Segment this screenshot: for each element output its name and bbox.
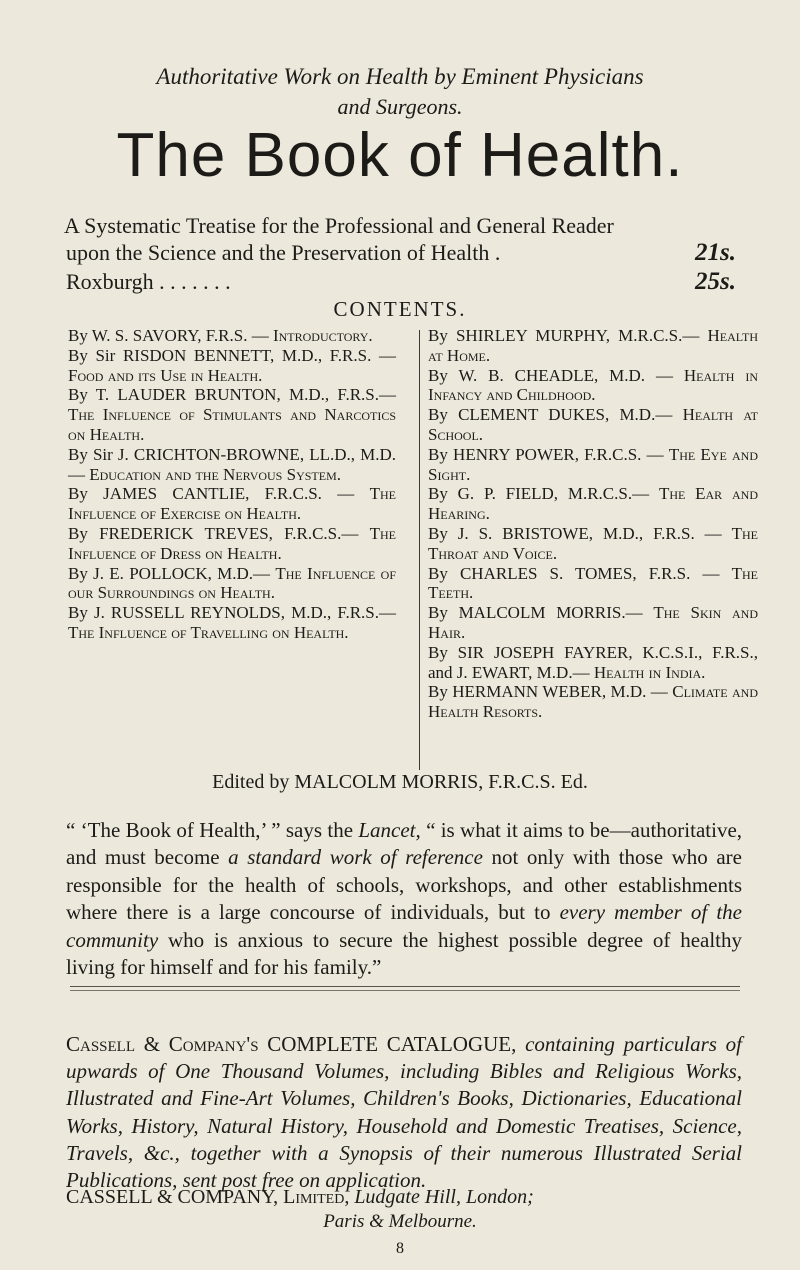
publisher-line (66, 1184, 742, 1210)
contents-heading: CONTENTS. (333, 297, 467, 321)
catalogue-description: containing particulars of upwards of One Thousand Volumes, including Bibles and Religious Works, Illustrated and Fine-Art Volumes, Children's Books, Dictionaries, Educational Works, History, Natural History, Household and Domestic Treatises, Science, Travels, &c., together with a Synopsis of their numerous Illustrated Serial Publications, sent post free on application. (66, 1032, 742, 1193)
quote-emphasis: every member of the community (66, 900, 742, 952)
quote-text: “ is what it aims to be—authoritative, and must become (66, 818, 743, 870)
header-line-1: Authoritative Work on Health by Eminent Physicians (156, 64, 644, 89)
quote-emphasis: a standard work of reference (228, 845, 483, 870)
quote-text: who is anxious to secure the highest possible degree of healthy living for himself and for his family.” (66, 927, 742, 980)
entry-author: By CLEMENT DUKES, M.D.— (428, 405, 673, 425)
entry-topic: The Influence of Exercise on Health. (68, 484, 397, 524)
book-title: The Book of Health. (116, 121, 684, 190)
publisher-address: Ludgate Hill, London; (354, 1186, 534, 1208)
contents-entry (428, 603, 758, 643)
entry-author: By J. E. POLLOCK, M.D.— (68, 563, 271, 583)
subtitle-text-1: A Systematic Treatise for the Professional and General Reader (64, 213, 614, 238)
contents-entry (428, 405, 758, 445)
entry-author: By Sir RISDON BENNETT, M.D., F.R.S. — (68, 345, 396, 365)
entry-topic: The Throat and Voice. (428, 523, 759, 563)
entry-topic: The Ear and Hearing. (428, 484, 758, 524)
entry-author: By SHIRLEY MURPHY, M.R.C.S.— (428, 326, 700, 345)
entry-topic: Education and the Nervous System. (89, 464, 341, 484)
entry-author: By CHARLES S. TOMES, F.R.S. — (428, 563, 720, 583)
entry-author: By J. RUSSELL REYNOLDS, M.D., F.R.S.— (68, 603, 396, 623)
entry-topic: Health in India. (593, 662, 706, 682)
page-number: 8 (396, 1240, 404, 1257)
publisher-limited: Limited, (283, 1186, 350, 1208)
entry-topic: The Influence of Dress on Health. (68, 523, 397, 563)
entry-author: By G. P. FIELD, M.R.C.S.— (428, 484, 650, 504)
entry-topic: The Influence of Stimulants and Narcotics on Health. (68, 405, 396, 444)
subtitle-text-3: Roxburgh . . . . . . . (66, 269, 231, 294)
divider-rule (70, 986, 740, 987)
contents-entry (68, 326, 396, 346)
edited-by-line: Edited by MALCOLM MORRIS, F.R.C.S. Ed. (212, 771, 588, 793)
contents-entry (428, 484, 758, 524)
price-roxburgh: 25s. (695, 268, 736, 295)
quote-text: “ ‘The Book of Health,’ ” says the (66, 818, 359, 842)
header-line-2: and Surgeons. (337, 94, 463, 119)
price-standard: 21s. (695, 239, 736, 266)
subtitle-line-3 (66, 268, 736, 296)
catalogue-notice (66, 1031, 742, 1194)
contents-entry (68, 385, 396, 444)
contents-entry (68, 346, 396, 386)
entry-topic: The Influence of our Surroundings on Health. (68, 563, 396, 603)
contents-entry (428, 524, 758, 564)
contents-entry (68, 445, 396, 485)
entry-topic: Climate and Health Resorts. (428, 682, 758, 722)
entry-author: By HENRY POWER, F.R.C.S. — (428, 444, 664, 464)
entry-topic: The Influence of Travelling on Health. (68, 622, 349, 642)
entry-author: By J. S. BRISTOWE, M.D., F.R.S. — (428, 523, 722, 543)
entry-topic: Health in Infancy and Childhood. (428, 365, 758, 405)
entry-topic: The Skin and Hair. (428, 603, 758, 642)
contents-entry (68, 603, 396, 643)
entry-author: By HERMANN WEBER, M.D. — (428, 682, 668, 702)
entry-author: By JAMES CANTLIE, F.R.C.S. — (68, 484, 355, 504)
contents-entry (428, 366, 758, 406)
entry-topic: Health at Home. (428, 326, 759, 365)
contents-entry (428, 445, 758, 485)
entry-author: By SIR JOSEPH FAYRER, K.C.S.I., F.R.S., and J. EWART, M.D.— (428, 642, 758, 682)
contents-entry (68, 564, 396, 604)
publisher-name: CASSELL & COMPANY, (66, 1186, 279, 1208)
subtitle-text-2: upon the Science and the Preservation of Health . (66, 240, 501, 265)
contents-entry (428, 643, 758, 683)
entry-topic: Introductory. (272, 326, 373, 345)
quote-text: not only with those who are responsible for the health of schools, workshops, and other establishments where there is a large concourse of individuals, but to (66, 845, 742, 925)
entry-author: By Sir J. CRICHTON-BROWNE, LL.D., M.D.— (68, 444, 396, 484)
contents-right-column (428, 326, 758, 722)
catalogue-heading: COMPLETE CATALOGUE, (258, 1032, 526, 1056)
entry-topic: The Eye and Sight. (428, 444, 758, 484)
publisher-places: Paris & Melbourne. (323, 1211, 477, 1232)
entry-author: By W. B. CHEADLE, M.D. — (428, 365, 673, 385)
contents-entry (68, 524, 396, 564)
entry-topic: The Teeth. (428, 563, 759, 603)
contents-left-column (68, 326, 396, 643)
contents-entry (68, 484, 396, 524)
subtitle-line-2 (66, 239, 736, 267)
entry-author: By MALCOLM MORRIS.— (428, 603, 643, 623)
contents-entry (428, 682, 758, 722)
column-divider (419, 330, 420, 770)
subtitle-line-1 (64, 212, 744, 240)
divider-rule (70, 990, 740, 991)
catalogue-publisher: Cassell & Company's (66, 1032, 259, 1056)
entry-topic: Food and its Use in Health. (68, 365, 263, 385)
entry-author: By W. S. SAVORY, F.R.S. — (68, 326, 269, 345)
quote-source: Lancet, (358, 818, 421, 842)
contents-entry (428, 326, 758, 366)
entry-author: By FREDERICK TREVES, F.R.C.S.— (68, 523, 359, 543)
contents-entry (428, 564, 758, 604)
entry-author: By T. LAUDER BRUNTON, M.D., F.R.S.— (68, 385, 396, 405)
entry-topic: Health at School. (428, 405, 758, 444)
lancet-quote (66, 817, 742, 981)
